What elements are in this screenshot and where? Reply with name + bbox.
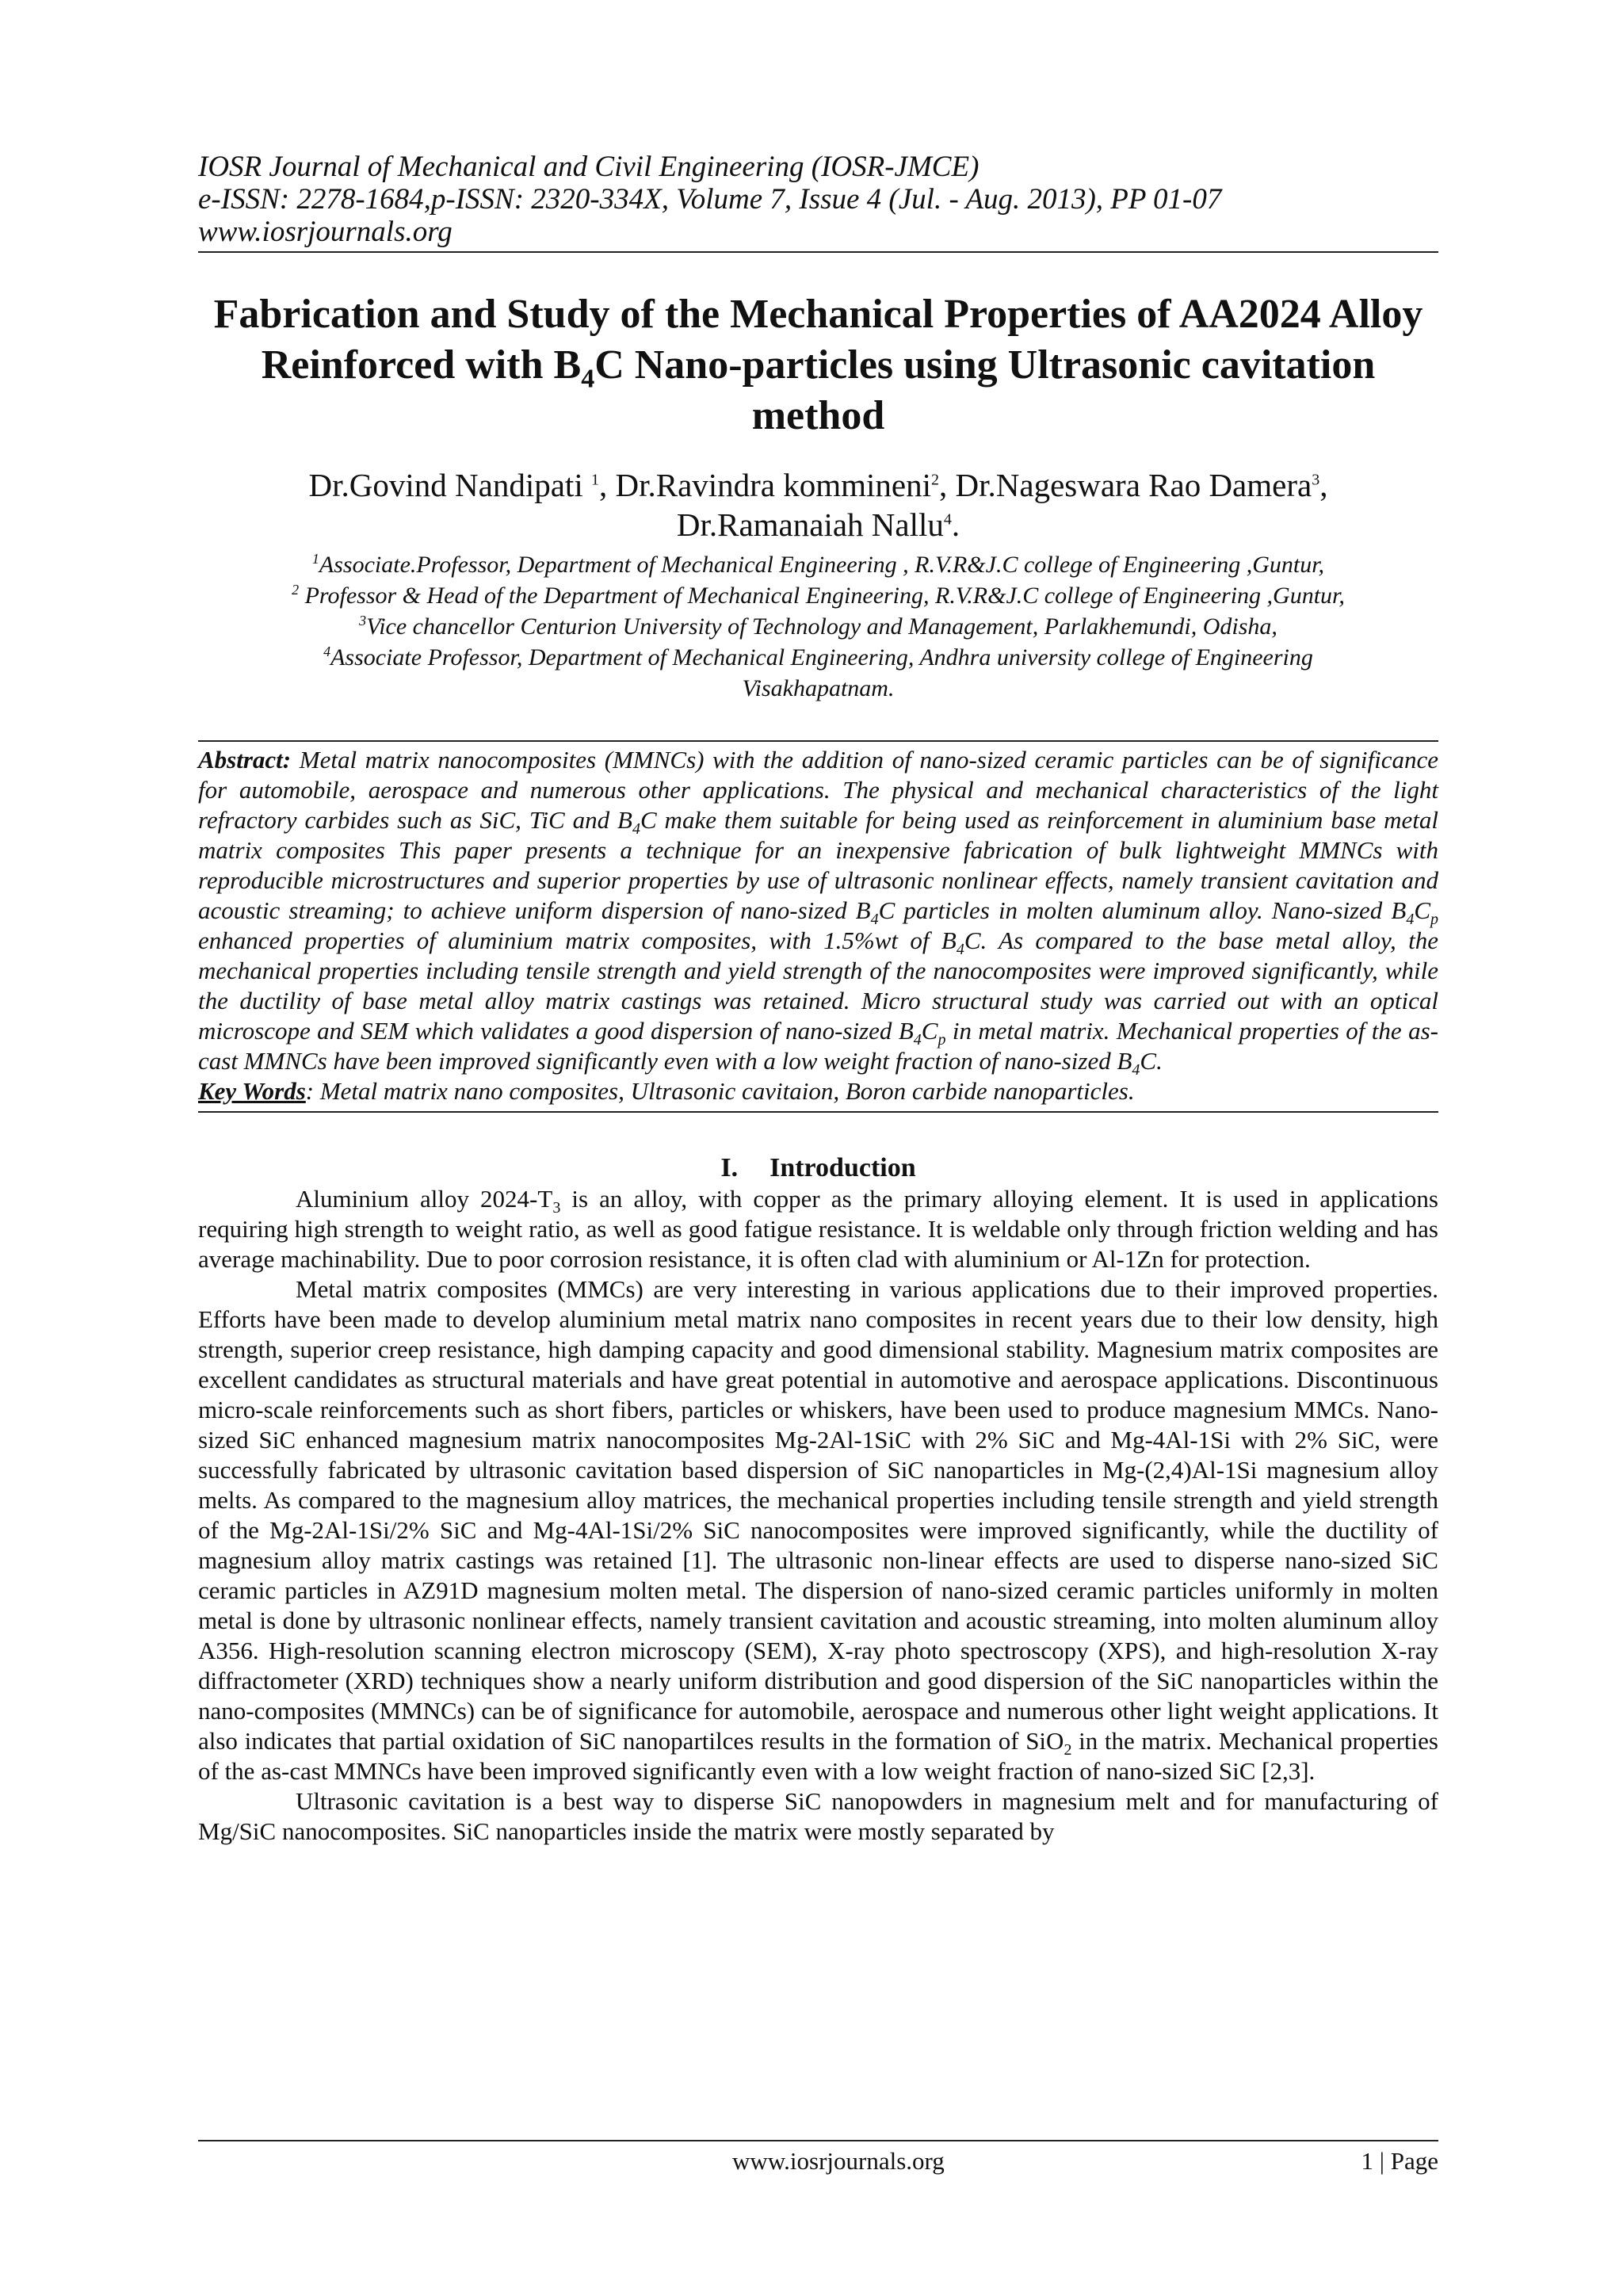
abstract-text: Abstract: Metal matrix nanocomposites (MMNCs) with the addition of nano-sized ceramic particles can be of significance for automobile, aerospace and numerous other applications. The physical and mechanical characteristics of the light refractory carbides such as SiC, TiC and $B_4C$ make them suitable for being used as reinforcement in aluminium base metal matrix composites This paper presents a technique for an inexpensive fabrication of bulk lightweight MMNCs with reproducible microstructures and superior properties by use of ultrasonic nonlinear effects, namely transient cavitation and acoustic streaming; to achieve uniform dispersion of nano-sized $B_4C$ particles in molten aluminum alloy. Nano-sized $B_4C_p$ enhanced properties of aluminium matrix composites, with 1.5%wt of $B_4C$. As compared to the base metal alloy, the mechanical properties including tensile strength and yield strength of the nanocomposites were improved significantly, while the ductility of base metal alloy matrix castings was retained. Micro structural study was carried out with an optical microscope and SEM which validates a good dispersion of nano-sized $B_4C_p$ in metal matrix. Mechanical properties of the as-cast MMNCs have been improved significantly even with a low weight fraction of nano-sized $B_4C$. [198, 746, 1438, 1079]
abstract-label: Abstract: [198, 746, 292, 774]
journal-name: IOSR Journal of Mechanical and Civil Engineering (IOSR-JMCE) [198, 151, 980, 183]
footer-site: www.iosrjournals.org [732, 2147, 945, 2175]
intro-paragraph: Aluminium alloy $2024-T_3$ is an alloy, with copper as the primary alloying element. It is used in applications requiring high strength to weight ratio, as well as good fatigue resistance. It is weldable only through friction welding and has average machinability. Due to poor corrosion resistance, it is often clad with aluminium or Al-1Zn for protection. [198, 1185, 1438, 1273]
affiliation: Visakhapatnam. [742, 675, 895, 701]
affiliation: $^3$Vice chancellor Centurion University of Technology and Management, Parlakhemundi, Odisha, [359, 613, 1277, 640]
affiliation: $^2$ Professor & Head of the Department of Mechanical Engineering, R.V.R&J.C college of Engineering ,Guntur, [292, 582, 1345, 609]
keywords: Key Words: Metal matrix nano composites, Ultrasonic cavitaion, Boron carbide nanoparticles. [198, 1077, 1135, 1105]
page-number: 1 | Page [1361, 2147, 1438, 2175]
affiliation-list [198, 549, 1438, 704]
affiliation: $^4$Associate Professor, Department of Mechanical Engineering, Andhra university college of Engineering [323, 644, 1313, 670]
author: Dr.Nageswara Rao Damera$^3$, [955, 467, 1328, 503]
abstract-bottom-rule [198, 1111, 1438, 1113]
abstract-section [198, 740, 1438, 1113]
author: Dr.Ravindra kommineni$^2$, [615, 467, 956, 503]
journal-header [198, 151, 1438, 248]
author-list [198, 465, 1438, 544]
affiliation: $^1$Associate.Professor, Department of Mechanical Engineering , R.V.R&J.C college of Engineering ,Guntur, [311, 551, 1325, 578]
paper-title: Fabrication and Study of the Mechanical Properties of AA2024 Alloy Reinforced with $B_4C$ Nano-particles using Ultrasonic cavitation method [213, 292, 1423, 438]
author: Dr.Govind Nandipati $^1$, [308, 467, 616, 503]
paper-page [198, 151, 1438, 1847]
footer-rule [198, 2140, 1438, 2141]
intro-paragraph: Ultrasonic cavitation is a best way to disperse SiC nanopowders in magnesium melt and for manufacturing of Mg/SiC nanocomposites. SiC nanoparticles inside the matrix were mostly separated by [198, 1787, 1438, 1845]
section-heading: I. Introduction [720, 1153, 916, 1182]
abstract-top-rule [198, 740, 1438, 742]
keywords-label: Key Words [198, 1077, 306, 1105]
intro-paragraph: Metal matrix composites (MMCs) are very interesting in various applications due to their improved properties. Efforts have been made to develop aluminium metal matrix nano composites in recent years due to their low density, high strength, superior creep resistance, high damping capacity and good dimensional stability. Magnesium matrix composites are excellent candidates as structural materials and have great potential in automotive and aerospace applications. Discontinuous micro-scale reinforcements such as short fibers, particles or whiskers, have been used to produce magnesium MMCs. Nano-sized SiC enhanced magnesium matrix nanocomposites Mg-2Al-1SiC with 2% SiC and Mg-4Al-1Si with 2% SiC, were successfully fabricated by ultrasonic cavitation based dispersion of SiC nanoparticles in Mg-(2,4)Al-1Si magnesium alloy melts. As compared to the magnesium alloy matrices, the mechanical properties including tensile strength and yield strength of the Mg-2Al-1Si/2% SiC and Mg-4Al-1Si/2% SiC nanocomposites were improved significantly, while the ductility of magnesium alloy matrix castings was retained [1]. The ultrasonic non-linear effects are used to disperse nano-sized SiC ceramic particles in AZ91D magnesium molten metal. The dispersion of nano-sized ceramic particles uniformly in molten metal is done by ultrasonic nonlinear effects, namely transient cavitation and acoustic streaming, into molten aluminum alloy A356. High-resolution scanning electron microscopy (SEM), X-ray photo spectroscopy (XPS), and high-resolution X-ray diffractometer (XRD) techniques show a nearly uniform distribution and good dispersion of the SiC nanoparticles within the nano-composites (MMNCs) can be of significance for automobile, aerospace and numerous other light weight applications. It also indicates that partial oxidation of SiC nanopartilces results in the formation of SiO$_2$ in the matrix. Mechanical properties of the as-cast MMNCs have been improved significantly even with a low weight fraction of nano-sized SiC [2,3]. [198, 1275, 1438, 1785]
journal-issn: e-ISSN: 2278-1684,p-ISSN: 2320-334X, Volume 7, Issue 4 (Jul. - Aug. 2013), PP 01-07 [198, 183, 1222, 216]
header-rule [198, 251, 1438, 253]
author: Dr.Ramanaiah Nallu$^4$. [676, 506, 960, 543]
journal-url: www.iosrjournals.org [198, 216, 453, 248]
page-footer [198, 2140, 1438, 2178]
